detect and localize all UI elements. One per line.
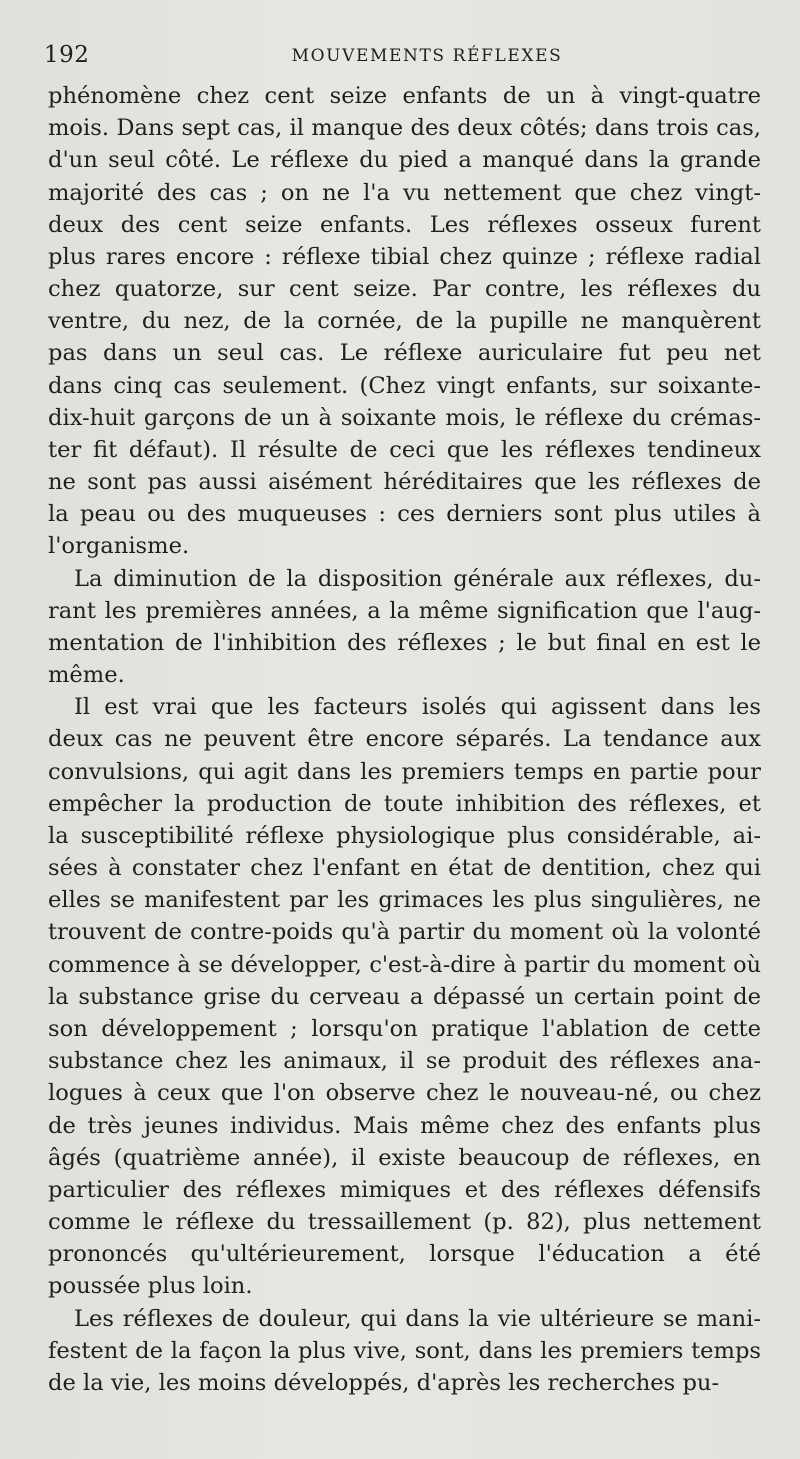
- text-line: dans cinq cas seulement. (Chez vingt enfants, sur soixante-: [48, 372, 761, 399]
- paragraph: [48, 1303, 761, 1400]
- text-line: ventre, du nez, de la cornée, de la pupille ne manquèrent: [48, 308, 761, 335]
- text-line: de la vie, les moins développés, d'après les recherches pu-: [48, 1369, 720, 1396]
- text-line: phénomène chez cent seize enfants de un à vingt-quatre: [48, 83, 761, 109]
- text-line: ter fit défaut). Il résulte de ceci que les réflexes tendineux: [48, 436, 761, 463]
- body-text: [48, 80, 761, 1399]
- text-line: la susceptibilité réflexe physiologique plus considérable, ai-: [48, 822, 761, 849]
- text-line: La diminution de la disposition générale aux réflexes, du-: [74, 565, 761, 592]
- text-line: substance chez les animaux, il se produit des réflexes ana-: [48, 1048, 761, 1075]
- text-line: chez quatorze, sur cent seize. Par contre, les réflexes du: [48, 276, 761, 303]
- text-line: convulsions, qui agit dans les premiers temps en partie pour: [48, 758, 761, 785]
- text-line: prononcés qu'ultérieurement, lorsque l'éducation a été: [48, 1241, 761, 1268]
- text-line: sées à constater chez l'enfant en état de dentition, chez qui: [48, 855, 761, 882]
- text-line: festent de la façon la plus vive, sont, dans les premiers temps: [48, 1337, 761, 1364]
- text-line: deux des cent seize enfants. Les réflexes osseux furent: [48, 211, 761, 238]
- text-line: son développement ; lorsqu'on pratique l'ablation de cette: [48, 1015, 761, 1042]
- text-line: âgés (quatrième année), il existe beaucoup de réflexes, en: [48, 1144, 761, 1171]
- text-line: rant les premières années, a la même signification que l'aug-: [48, 597, 761, 624]
- text-line: la substance grise du cerveau a dépassé un certain point de: [48, 983, 761, 1010]
- text-line: Les réflexes de douleur, qui dans la vie ultérieure se mani-: [74, 1305, 761, 1332]
- text-line: plus rares encore : réflexe tibial chez quinze ; réflexe radial: [48, 243, 761, 270]
- text-line: la peau ou des muqueuses : ces derniers sont plus utiles à: [48, 501, 761, 528]
- text-line: logues à ceux que l'on observe chez le nouveau-né, ou chez: [48, 1080, 761, 1107]
- text-line: ne sont pas aussi aisément héréditaires que les réflexes de: [48, 469, 761, 496]
- text-line: empêcher la production de toute inhibition des réflexes, et: [48, 790, 761, 817]
- text-line: deux cas ne peuvent être encore séparés. La tendance aux: [48, 726, 761, 753]
- page-number: 192: [44, 42, 90, 68]
- paragraph: [48, 691, 761, 1302]
- text-line: dix-huit garçons de un à soixante mois, le réflexe du crémas-: [48, 404, 761, 431]
- text-line: mentation de l'inhibition des réflexes ; le but final en est le: [48, 629, 761, 656]
- text-line: Il est vrai que les facteurs isolés qui agissent dans les: [74, 694, 761, 721]
- paragraph: [48, 80, 761, 563]
- text-line: poussée plus loin.: [48, 1273, 253, 1300]
- text-line: de très jeunes individus. Mais même chez des enfants plus: [48, 1112, 761, 1139]
- text-line: commence à se développer, c'est-à-dire à partir du moment où: [48, 951, 761, 978]
- running-title: MOUVEMENTS RÉFLEXES: [291, 46, 563, 66]
- text-line: mois. Dans sept cas, il manque des deux côtés; dans trois cas,: [48, 115, 761, 142]
- text-line: comme le réflexe du tressaillement (p. 82), plus nettement: [48, 1209, 761, 1236]
- text-line: pas dans un seul cas. Le réflexe auriculaire fut peu net: [48, 340, 761, 367]
- text-line: elles se manifestent par les grimaces les plus singulières, ne: [48, 887, 761, 914]
- text-line: même.: [48, 662, 125, 689]
- text-line: l'organisme.: [48, 533, 190, 560]
- text-line: majorité des cas ; on ne l'a vu nettement que chez vingt-: [48, 179, 761, 206]
- paragraph: [48, 563, 761, 692]
- text-line: d'un seul côté. Le réflexe du pied a manqué dans la grande: [48, 147, 761, 174]
- text-line: trouvent de contre-poids qu'à partir du moment où la volonté: [48, 919, 761, 946]
- page-header: [44, 34, 770, 74]
- text-line: particulier des réflexes mimiques et des réflexes défensifs: [48, 1176, 761, 1203]
